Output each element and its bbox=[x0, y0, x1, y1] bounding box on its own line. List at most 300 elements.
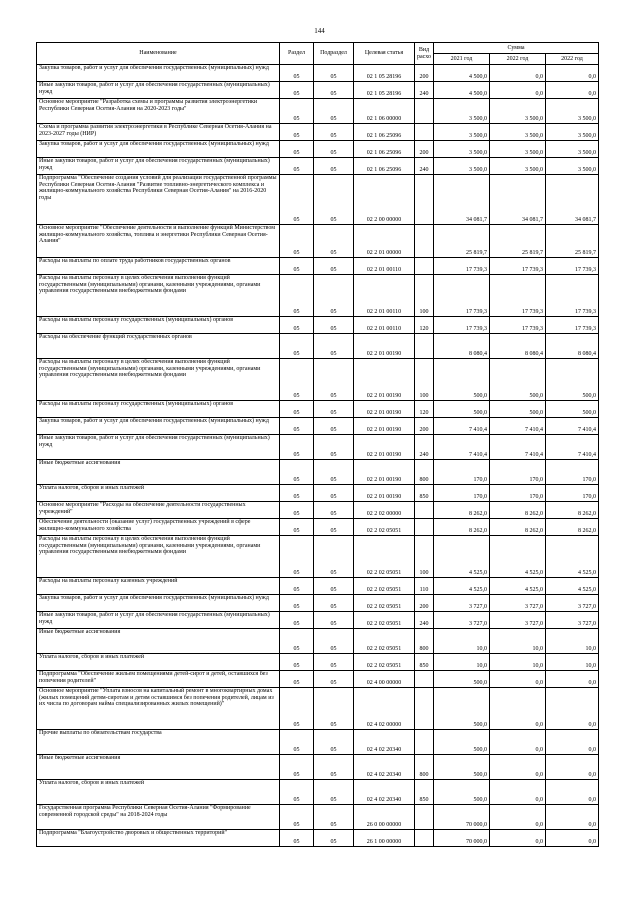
cell-section: 05 bbox=[280, 519, 314, 536]
cell-target: 02 4 00 00000 bbox=[354, 671, 415, 688]
cell-sum-2022-a: 25 819,7 bbox=[490, 225, 546, 258]
cell-sum-2022-a: 0,0 bbox=[490, 755, 546, 780]
cell-expense-type: 800 bbox=[415, 629, 434, 654]
cell-subsection: 05 bbox=[314, 671, 354, 688]
cell-subsection: 05 bbox=[314, 175, 354, 225]
cell-section: 05 bbox=[280, 671, 314, 688]
cell-sum-2021: 7 410,4 bbox=[434, 418, 490, 435]
table-row bbox=[37, 141, 599, 158]
cell-name: Расходы на выплаты персоналу в целях обеспечения выполнения функций государственными (муниципальными) органами, казенными учреждениями, органами управления государственными внебюджетными фондами bbox=[37, 275, 280, 317]
cell-sum-2021: 170,0 bbox=[434, 485, 490, 502]
table-row bbox=[37, 317, 599, 334]
header-expense-type: Вид расхо bbox=[415, 43, 434, 65]
cell-target: 02 2 01 00190 bbox=[354, 401, 415, 418]
cell-name: Иные закупки товаров, работ и услуг для обеспечения государственных (муниципальных) нужд bbox=[37, 158, 280, 175]
cell-sum-2021: 4 500,0 bbox=[434, 65, 490, 82]
cell-subsection: 05 bbox=[314, 99, 354, 124]
cell-sum-2022-b: 4 525,0 bbox=[546, 536, 599, 578]
cell-sum-2022-a: 170,0 bbox=[490, 460, 546, 485]
cell-sum-2022-a: 0,0 bbox=[490, 82, 546, 99]
cell-sum-2022-a: 17 739,3 bbox=[490, 275, 546, 317]
cell-section: 05 bbox=[280, 688, 314, 730]
cell-expense-type: 240 bbox=[415, 82, 434, 99]
table-row bbox=[37, 755, 599, 780]
cell-name: Расходы на выплаты персоналу в целях обеспечения выполнения функций государственными (муниципальными) органами, казенными учреждениями, органами управления государственными внебюджетными фондами bbox=[37, 536, 280, 578]
cell-target: 02 2 02 05051 bbox=[354, 612, 415, 629]
cell-sum-2021: 10,0 bbox=[434, 654, 490, 671]
cell-subsection: 05 bbox=[314, 688, 354, 730]
cell-sum-2022-b: 0,0 bbox=[546, 82, 599, 99]
cell-target: 02 4 02 20340 bbox=[354, 730, 415, 755]
cell-section: 05 bbox=[280, 258, 314, 275]
cell-target: 02 2 02 05051 bbox=[354, 536, 415, 578]
table-row bbox=[37, 435, 599, 460]
table-row bbox=[37, 485, 599, 502]
cell-target: 02 4 02 00000 bbox=[354, 688, 415, 730]
cell-sum-2021: 3 727,0 bbox=[434, 595, 490, 612]
table-row bbox=[37, 418, 599, 435]
cell-name: Подпрограмма "Обеспечение создания условий для реализации государственной программы Республики Северная Осетия-Алания "Развитие топливно-энергетического комплекса и жилищно-коммунального хозяйства Республики Северная Осетия-Алания" на 2016-2020 годы bbox=[37, 175, 280, 225]
cell-target: 02 1 06 25096 bbox=[354, 158, 415, 175]
cell-subsection: 05 bbox=[314, 359, 354, 401]
cell-section: 05 bbox=[280, 755, 314, 780]
cell-name: Расходы на выплаты персоналу казенных учреждений bbox=[37, 578, 280, 595]
cell-subsection: 05 bbox=[314, 780, 354, 805]
cell-expense-type: 850 bbox=[415, 654, 434, 671]
cell-target: 02 1 05 28196 bbox=[354, 82, 415, 99]
cell-name: Подпрограмма "Обеспечение жильем помещениями детей-сирот и детей, оставшихся без попечения родителей" bbox=[37, 671, 280, 688]
cell-sum-2022-b: 25 819,7 bbox=[546, 225, 599, 258]
cell-expense-type bbox=[415, 730, 434, 755]
cell-target: 02 1 05 28196 bbox=[354, 65, 415, 82]
cell-expense-type: 120 bbox=[415, 401, 434, 418]
cell-section: 05 bbox=[280, 65, 314, 82]
cell-sum-2022-a: 7 410,4 bbox=[490, 435, 546, 460]
cell-name: Основное мероприятие "Разработка схемы и программы развития электроэнергетики Республики Северная Осетия-Алания на 2020-2023 годы" bbox=[37, 99, 280, 124]
header-year-2021: 2021 год bbox=[434, 54, 490, 65]
cell-sum-2022-b: 0,0 bbox=[546, 730, 599, 755]
cell-name: Закупка товаров, работ и услуг для обеспечения государственных (муниципальных) нужд bbox=[37, 141, 280, 158]
table-row bbox=[37, 654, 599, 671]
cell-sum-2022-a: 0,0 bbox=[490, 805, 546, 830]
cell-sum-2022-a: 0,0 bbox=[490, 688, 546, 730]
cell-section: 05 bbox=[280, 612, 314, 629]
cell-sum-2022-a: 8 262,0 bbox=[490, 502, 546, 519]
cell-name: Основное мероприятие "Расходы на обеспечение деятельности государственных учреждений" bbox=[37, 502, 280, 519]
cell-sum-2021: 3 500,0 bbox=[434, 99, 490, 124]
cell-subsection: 05 bbox=[314, 536, 354, 578]
cell-section: 05 bbox=[280, 82, 314, 99]
cell-target: 02 1 06 25096 bbox=[354, 124, 415, 141]
cell-sum-2022-b: 8 080,4 bbox=[546, 334, 599, 359]
cell-expense-type: 200 bbox=[415, 595, 434, 612]
cell-sum-2021: 17 739,3 bbox=[434, 317, 490, 334]
cell-subsection: 05 bbox=[314, 654, 354, 671]
cell-name: Закупка товаров, работ и услуг для обеспечения государственных (муниципальных) нужд bbox=[37, 65, 280, 82]
cell-expense-type: 100 bbox=[415, 536, 434, 578]
cell-sum-2021: 4 500,0 bbox=[434, 82, 490, 99]
cell-sum-2022-a: 17 739,3 bbox=[490, 317, 546, 334]
cell-sum-2021: 3 500,0 bbox=[434, 141, 490, 158]
cell-subsection: 05 bbox=[314, 435, 354, 460]
cell-expense-type bbox=[415, 502, 434, 519]
cell-expense-type bbox=[415, 671, 434, 688]
cell-sum-2022-b: 3 500,0 bbox=[546, 141, 599, 158]
table-row bbox=[37, 612, 599, 629]
cell-sum-2022-b: 10,0 bbox=[546, 629, 599, 654]
cell-section: 05 bbox=[280, 485, 314, 502]
cell-target: 02 2 02 00000 bbox=[354, 502, 415, 519]
cell-sum-2021: 8 080,4 bbox=[434, 334, 490, 359]
cell-sum-2022-a: 0,0 bbox=[490, 65, 546, 82]
cell-subsection: 05 bbox=[314, 334, 354, 359]
cell-name: Уплата налогов, сборов и иных платежей bbox=[37, 654, 280, 671]
cell-sum-2022-a: 170,0 bbox=[490, 485, 546, 502]
cell-section: 05 bbox=[280, 317, 314, 334]
cell-sum-2022-b: 8 262,0 bbox=[546, 502, 599, 519]
cell-sum-2022-b: 0,0 bbox=[546, 805, 599, 830]
table-row bbox=[37, 158, 599, 175]
cell-name: Расходы на выплаты персоналу государственных (муниципальных) органов bbox=[37, 317, 280, 334]
cell-sum-2022-b: 7 410,4 bbox=[546, 418, 599, 435]
cell-target: 02 2 01 00110 bbox=[354, 275, 415, 317]
cell-subsection: 05 bbox=[314, 82, 354, 99]
cell-expense-type: 100 bbox=[415, 275, 434, 317]
cell-name: Государственная программа Республики Северная Осетия-Алания "Формирование современной городской среды" на 2018-2024 годы bbox=[37, 805, 280, 830]
cell-expense-type bbox=[415, 258, 434, 275]
cell-subsection: 05 bbox=[314, 258, 354, 275]
cell-sum-2022-b: 500,0 bbox=[546, 359, 599, 401]
cell-section: 05 bbox=[280, 418, 314, 435]
cell-name: Расходы на выплаты по оплате труда работников государственных органов bbox=[37, 258, 280, 275]
cell-section: 05 bbox=[280, 780, 314, 805]
table-row bbox=[37, 258, 599, 275]
cell-section: 05 bbox=[280, 460, 314, 485]
cell-sum-2022-a: 3 500,0 bbox=[490, 141, 546, 158]
table-row bbox=[37, 401, 599, 418]
cell-sum-2022-a: 10,0 bbox=[490, 629, 546, 654]
cell-sum-2021: 17 739,3 bbox=[434, 258, 490, 275]
cell-subsection: 05 bbox=[314, 317, 354, 334]
cell-section: 05 bbox=[280, 629, 314, 654]
table-row bbox=[37, 830, 599, 847]
cell-name: Иные бюджетные ассигнования bbox=[37, 629, 280, 654]
cell-name: Иные закупки товаров, работ и услуг для обеспечения государственных (муниципальных) нужд bbox=[37, 82, 280, 99]
cell-subsection: 05 bbox=[314, 158, 354, 175]
cell-sum-2022-b: 17 739,3 bbox=[546, 258, 599, 275]
cell-sum-2021: 34 081,7 bbox=[434, 175, 490, 225]
cell-name: Иные закупки товаров, работ и услуг для обеспечения государственных (муниципальных) нужд bbox=[37, 435, 280, 460]
table-row bbox=[37, 460, 599, 485]
cell-sum-2022-b: 500,0 bbox=[546, 401, 599, 418]
cell-sum-2021: 17 739,3 bbox=[434, 275, 490, 317]
cell-sum-2022-a: 0,0 bbox=[490, 730, 546, 755]
cell-subsection: 05 bbox=[314, 519, 354, 536]
cell-expense-type: 100 bbox=[415, 359, 434, 401]
cell-sum-2022-b: 0,0 bbox=[546, 671, 599, 688]
table-row bbox=[37, 65, 599, 82]
cell-section: 05 bbox=[280, 435, 314, 460]
cell-section: 05 bbox=[280, 502, 314, 519]
cell-name: Уплата налогов, сборов и иных платежей bbox=[37, 485, 280, 502]
cell-sum-2022-a: 34 081,7 bbox=[490, 175, 546, 225]
page-number: 144 bbox=[314, 27, 325, 35]
table-row bbox=[37, 275, 599, 317]
cell-sum-2021: 70 000,0 bbox=[434, 805, 490, 830]
cell-section: 05 bbox=[280, 225, 314, 258]
header-name: Наименование bbox=[37, 43, 280, 65]
cell-section: 05 bbox=[280, 578, 314, 595]
table-row bbox=[37, 82, 599, 99]
cell-sum-2022-a: 17 739,3 bbox=[490, 258, 546, 275]
cell-section: 05 bbox=[280, 830, 314, 847]
cell-target: 02 4 02 20340 bbox=[354, 780, 415, 805]
cell-section: 05 bbox=[280, 99, 314, 124]
cell-sum-2022-b: 0,0 bbox=[546, 830, 599, 847]
cell-expense-type bbox=[415, 688, 434, 730]
cell-name: Уплата налогов, сборов и иных платежей bbox=[37, 780, 280, 805]
cell-name: Закупка товаров, работ и услуг для обеспечения государственных (муниципальных) нужд bbox=[37, 595, 280, 612]
cell-section: 05 bbox=[280, 805, 314, 830]
cell-sum-2022-b: 3 727,0 bbox=[546, 612, 599, 629]
cell-sum-2021: 170,0 bbox=[434, 460, 490, 485]
cell-name: Расходы на выплаты персоналу государственных (муниципальных) органов bbox=[37, 401, 280, 418]
cell-name: Основное мероприятие "Уплата взносов на капитальный ремонт в многоквартирных домах (жилых помещений детям-сиротам и детям оставшимся без попечения родителей, лицам из их числа по договорам найма специализированных жилых помещений)" bbox=[37, 688, 280, 730]
cell-expense-type bbox=[415, 334, 434, 359]
cell-section: 05 bbox=[280, 654, 314, 671]
table-row bbox=[37, 502, 599, 519]
cell-sum-2022-a: 3 727,0 bbox=[490, 612, 546, 629]
cell-expense-type: 800 bbox=[415, 460, 434, 485]
cell-expense-type: 110 bbox=[415, 578, 434, 595]
cell-name: Расходы на выплаты персоналу в целях обеспечения выполнения функций государственными (муниципальными) органами, казенными учреждениями, органами управления государственными внебюджетными фондами bbox=[37, 359, 280, 401]
cell-section: 05 bbox=[280, 334, 314, 359]
cell-expense-type: 240 bbox=[415, 435, 434, 460]
cell-sum-2022-a: 4 525,0 bbox=[490, 578, 546, 595]
cell-name: Закупка товаров, работ и услуг для обеспечения государственных (муниципальных) нужд bbox=[37, 418, 280, 435]
table-row bbox=[37, 688, 599, 730]
cell-target: 02 2 01 00000 bbox=[354, 225, 415, 258]
budget-table bbox=[36, 42, 599, 847]
cell-target: 02 1 06 25096 bbox=[354, 141, 415, 158]
cell-expense-type bbox=[415, 124, 434, 141]
table-header bbox=[37, 43, 599, 65]
cell-expense-type bbox=[415, 175, 434, 225]
table-row bbox=[37, 225, 599, 258]
cell-sum-2022-a: 0,0 bbox=[490, 830, 546, 847]
cell-expense-type: 800 bbox=[415, 755, 434, 780]
cell-name: Обеспечение деятельности (оказание услуг) государственных учреждений в сфере жилищно-коммунального хозяйства bbox=[37, 519, 280, 536]
cell-sum-2021: 7 410,4 bbox=[434, 435, 490, 460]
cell-subsection: 05 bbox=[314, 65, 354, 82]
cell-target: 02 2 02 05051 bbox=[354, 654, 415, 671]
cell-name: Подпрограмма "Благоустройство дворовых и общественных территорий" bbox=[37, 830, 280, 847]
cell-name: Иные бюджетные ассигнования bbox=[37, 755, 280, 780]
cell-sum-2021: 500,0 bbox=[434, 755, 490, 780]
cell-expense-type: 200 bbox=[415, 418, 434, 435]
cell-sum-2022-a: 3 500,0 bbox=[490, 124, 546, 141]
cell-sum-2022-a: 500,0 bbox=[490, 359, 546, 401]
cell-target: 02 2 01 00190 bbox=[354, 334, 415, 359]
cell-subsection: 05 bbox=[314, 502, 354, 519]
cell-sum-2022-b: 3 500,0 bbox=[546, 124, 599, 141]
cell-sum-2022-a: 8 080,4 bbox=[490, 334, 546, 359]
table-row bbox=[37, 99, 599, 124]
cell-target: 02 2 01 00190 bbox=[354, 418, 415, 435]
cell-subsection: 05 bbox=[314, 225, 354, 258]
table-row bbox=[37, 595, 599, 612]
cell-sum-2021: 500,0 bbox=[434, 780, 490, 805]
cell-expense-type bbox=[415, 805, 434, 830]
cell-sum-2022-a: 8 262,0 bbox=[490, 519, 546, 536]
cell-name: Иные бюджетные ассигнования bbox=[37, 460, 280, 485]
cell-sum-2022-b: 10,0 bbox=[546, 654, 599, 671]
table-row bbox=[37, 730, 599, 755]
cell-sum-2022-a: 10,0 bbox=[490, 654, 546, 671]
table-row bbox=[37, 175, 599, 225]
cell-subsection: 05 bbox=[314, 755, 354, 780]
cell-sum-2021: 8 262,0 bbox=[434, 502, 490, 519]
header-subsection: Подраздел bbox=[314, 43, 354, 65]
cell-expense-type: 200 bbox=[415, 141, 434, 158]
cell-sum-2022-b: 0,0 bbox=[546, 755, 599, 780]
cell-expense-type bbox=[415, 225, 434, 258]
cell-sum-2022-b: 3 500,0 bbox=[546, 158, 599, 175]
table-row bbox=[37, 536, 599, 578]
cell-section: 05 bbox=[280, 536, 314, 578]
cell-target: 02 2 00 00000 bbox=[354, 175, 415, 225]
cell-name: Расходы на обеспечение функций государственных органов bbox=[37, 334, 280, 359]
cell-sum-2021: 4 525,0 bbox=[434, 578, 490, 595]
cell-sum-2022-b: 7 410,4 bbox=[546, 435, 599, 460]
cell-expense-type: 120 bbox=[415, 317, 434, 334]
cell-subsection: 05 bbox=[314, 485, 354, 502]
cell-sum-2021: 25 819,7 bbox=[434, 225, 490, 258]
cell-sum-2022-a: 3 727,0 bbox=[490, 595, 546, 612]
cell-sum-2022-a: 3 500,0 bbox=[490, 158, 546, 175]
cell-sum-2022-b: 170,0 bbox=[546, 485, 599, 502]
cell-target: 02 1 06 00000 bbox=[354, 99, 415, 124]
cell-name: Прочие выплаты по обязательствам государства bbox=[37, 730, 280, 755]
cell-sum-2021: 3 727,0 bbox=[434, 612, 490, 629]
cell-section: 05 bbox=[280, 124, 314, 141]
cell-subsection: 05 bbox=[314, 595, 354, 612]
cell-expense-type: 200 bbox=[415, 65, 434, 82]
cell-subsection: 05 bbox=[314, 730, 354, 755]
cell-expense-type: 240 bbox=[415, 612, 434, 629]
cell-sum-2021: 3 500,0 bbox=[434, 158, 490, 175]
header-section: Раздел bbox=[280, 43, 314, 65]
cell-subsection: 05 bbox=[314, 612, 354, 629]
cell-sum-2022-a: 0,0 bbox=[490, 780, 546, 805]
cell-expense-type bbox=[415, 830, 434, 847]
cell-subsection: 05 bbox=[314, 275, 354, 317]
cell-section: 05 bbox=[280, 595, 314, 612]
cell-subsection: 05 bbox=[314, 805, 354, 830]
cell-target: 02 2 02 05051 bbox=[354, 595, 415, 612]
cell-target: 02 2 02 05051 bbox=[354, 519, 415, 536]
cell-section: 05 bbox=[280, 275, 314, 317]
table-row bbox=[37, 124, 599, 141]
cell-target: 02 2 01 00190 bbox=[354, 460, 415, 485]
table-row bbox=[37, 629, 599, 654]
cell-name: Иные закупки товаров, работ и услуг для обеспечения государственных (муниципальных) нужд bbox=[37, 612, 280, 629]
cell-sum-2022-b: 3 727,0 bbox=[546, 595, 599, 612]
cell-sum-2021: 3 500,0 bbox=[434, 124, 490, 141]
cell-expense-type bbox=[415, 519, 434, 536]
cell-target: 02 2 01 00190 bbox=[354, 359, 415, 401]
cell-subsection: 05 bbox=[314, 418, 354, 435]
cell-sum-2021: 500,0 bbox=[434, 730, 490, 755]
cell-expense-type: 850 bbox=[415, 780, 434, 805]
cell-target: 02 2 01 00190 bbox=[354, 435, 415, 460]
cell-expense-type bbox=[415, 99, 434, 124]
cell-sum-2022-b: 8 262,0 bbox=[546, 519, 599, 536]
table-body bbox=[37, 65, 599, 847]
cell-sum-2022-a: 7 410,4 bbox=[490, 418, 546, 435]
cell-target: 02 2 01 00190 bbox=[354, 485, 415, 502]
table-row bbox=[37, 578, 599, 595]
header-sum: Сумма bbox=[434, 43, 599, 54]
cell-sum-2021: 500,0 bbox=[434, 671, 490, 688]
cell-sum-2022-b: 0,0 bbox=[546, 688, 599, 730]
cell-target: 02 2 02 05051 bbox=[354, 629, 415, 654]
cell-sum-2021: 500,0 bbox=[434, 688, 490, 730]
cell-expense-type: 240 bbox=[415, 158, 434, 175]
cell-target: 02 2 01 00110 bbox=[354, 258, 415, 275]
header-year-2022-a: 2022 год bbox=[490, 54, 546, 65]
cell-sum-2022-a: 3 500,0 bbox=[490, 99, 546, 124]
header-target: Целевая статья bbox=[354, 43, 415, 65]
cell-target: 02 2 02 05051 bbox=[354, 578, 415, 595]
cell-subsection: 05 bbox=[314, 578, 354, 595]
table-row bbox=[37, 359, 599, 401]
cell-target: 26 1 00 00000 bbox=[354, 830, 415, 847]
cell-section: 05 bbox=[280, 175, 314, 225]
cell-sum-2021: 70 000,0 bbox=[434, 830, 490, 847]
cell-sum-2022-b: 17 739,3 bbox=[546, 317, 599, 334]
cell-sum-2022-b: 0,0 bbox=[546, 780, 599, 805]
table-row bbox=[37, 519, 599, 536]
cell-sum-2022-b: 17 739,3 bbox=[546, 275, 599, 317]
header-year-2022-b: 2022 год bbox=[546, 54, 599, 65]
cell-subsection: 05 bbox=[314, 141, 354, 158]
cell-sum-2022-b: 3 500,0 bbox=[546, 99, 599, 124]
cell-target: 02 4 02 20340 bbox=[354, 755, 415, 780]
cell-sum-2021: 4 525,0 bbox=[434, 536, 490, 578]
table-row bbox=[37, 671, 599, 688]
table-row bbox=[37, 780, 599, 805]
cell-subsection: 05 bbox=[314, 401, 354, 418]
cell-sum-2022-a: 500,0 bbox=[490, 401, 546, 418]
cell-sum-2022-b: 4 525,0 bbox=[546, 578, 599, 595]
cell-target: 02 2 01 00110 bbox=[354, 317, 415, 334]
cell-section: 05 bbox=[280, 359, 314, 401]
cell-sum-2022-b: 34 081,7 bbox=[546, 175, 599, 225]
cell-sum-2021: 500,0 bbox=[434, 401, 490, 418]
cell-sum-2021: 8 262,0 bbox=[434, 519, 490, 536]
cell-sum-2022-a: 4 525,0 bbox=[490, 536, 546, 578]
cell-sum-2021: 500,0 bbox=[434, 359, 490, 401]
cell-section: 05 bbox=[280, 730, 314, 755]
cell-section: 05 bbox=[280, 401, 314, 418]
cell-name: Схема и программа развития электроэнергетики в Республике Северная Осетия-Алания на 2023-2027 годы (НИР) bbox=[37, 124, 280, 141]
cell-expense-type: 850 bbox=[415, 485, 434, 502]
cell-subsection: 05 bbox=[314, 830, 354, 847]
cell-section: 05 bbox=[280, 141, 314, 158]
cell-target: 26 0 00 00000 bbox=[354, 805, 415, 830]
table-row bbox=[37, 334, 599, 359]
